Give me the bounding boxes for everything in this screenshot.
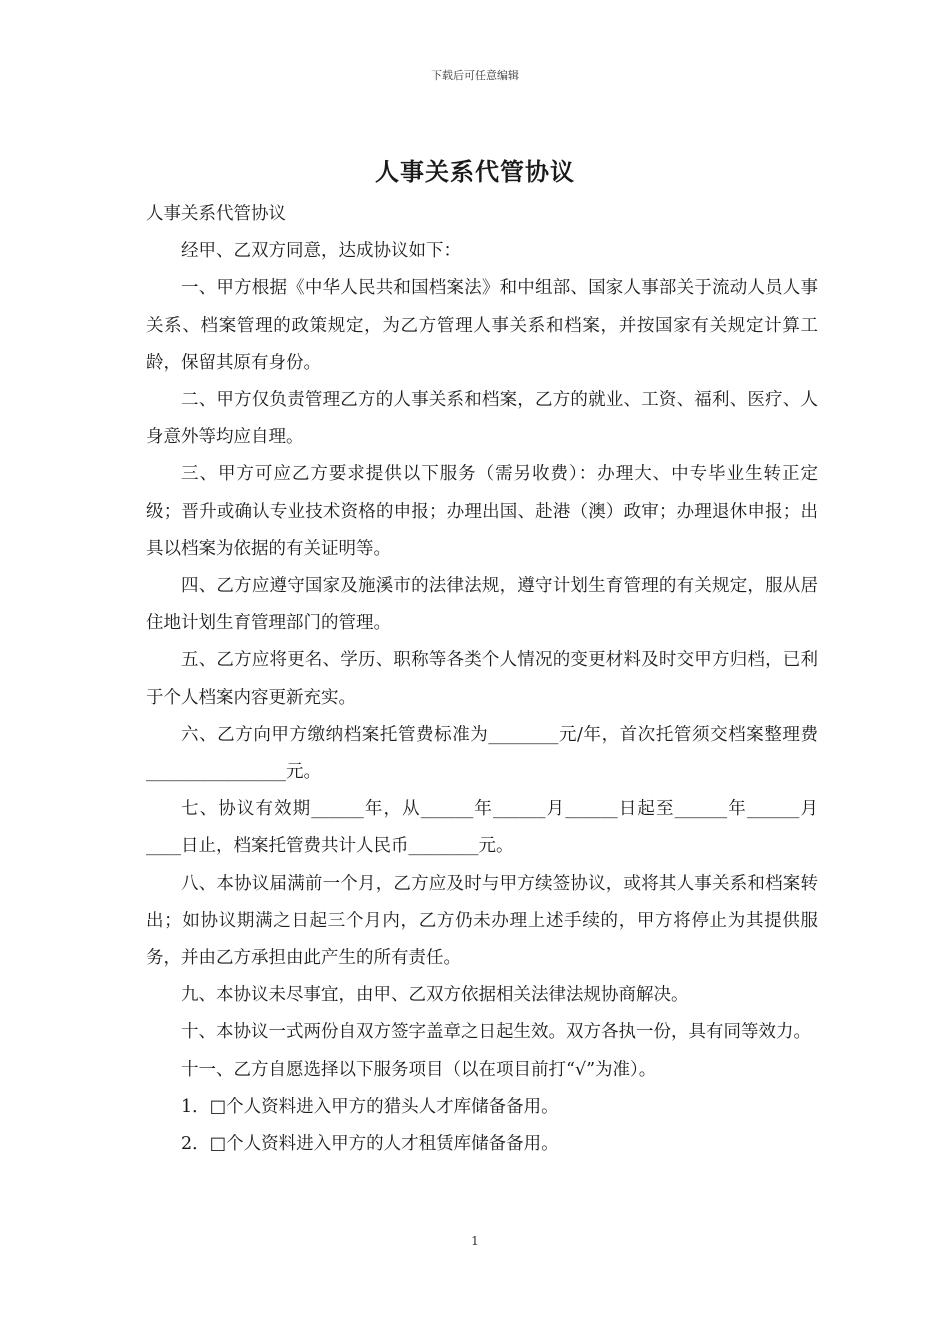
paragraph-clause-8: 八、本协议届满前一个月，乙方应及时与甲方续签协议，或将其人事关系和档案转出；如协议期满之日起三个月内，乙方仍未办理上述手续的，甲方将停止为其提供服务，并由乙方承担由此产生的所有责任。 [146,873,818,969]
paragraph-clause-7: 七、协议有效期______年，从______年______月______日起至______年______月____日止，档案托管费共计人民币________元。 [146,799,818,857]
header-note: 下载后可任意编辑 [431,69,519,82]
paragraph-clause-4: 四、乙方应遵守国家及施溪市的法律法规，遵守计划生育管理的有关规定，服从居住地计划生育管理部门的管理。 [146,576,818,634]
service-option-1: 1．□个人资料进入甲方的猎头人才库储备备用。 [181,1096,559,1117]
paragraph-clause-2: 二、甲方仅负责管理乙方的人事关系和档案，乙方的就业、工资、福利、医疗、人身意外等均应自理。 [146,390,818,448]
service-option-2: 2．□个人资料进入甲方的人才租赁库储备备用。 [181,1134,559,1155]
paragraph-clause-10: 十、本协议一式两份自双方签字盖章之日起生效。双方各执一份，具有同等效力。 [181,1022,811,1043]
paragraph-clause-5: 五、乙方应将更名、学历、职称等各类个人情况的变更材料及时交甲方归档，已利于个人档案内容更新充实。 [146,650,818,708]
paragraph-clause-9: 九、本协议未尽事宜，由甲、乙双方依据相关法律法规协商解决。 [181,985,689,1006]
paragraph-intro: 经甲、乙双方同意，达成协议如下： [181,241,461,262]
paragraph-clause-11: 十一、乙方自愿选择以下服务项目（以在项目前打“√”为准）。 [181,1059,657,1080]
paragraph-clause-6: 六、乙方向甲方缴纳档案托管费标准为________元/年，首次托管须交档案整理费________________元。 [146,724,818,783]
document-title: 人事关系代管协议 [375,158,575,186]
page-number: 1 [471,1234,479,1248]
document-body [146,196,818,1163]
paragraph-clause-1: 一、甲方根据《中华人民共和国档案法》和中组部、国家人事部关于流动人员人事关系、档案管理的政策规定，为乙方管理人事关系和档案，并按国家有关规定计算工龄，保留其原有身份。 [146,278,818,373]
document-subtitle: 人事关系代管协议 [146,204,286,224]
paragraph-clause-3: 三、甲方可应乙方要求提供以下服务（需另收费）：办理大、中专毕业生转正定级；晋升或确认专业技术资格的申报；办理出国、赴港（澳）政审；办理退休申报；出具以档案为依据的有关证明等。 [146,464,818,559]
